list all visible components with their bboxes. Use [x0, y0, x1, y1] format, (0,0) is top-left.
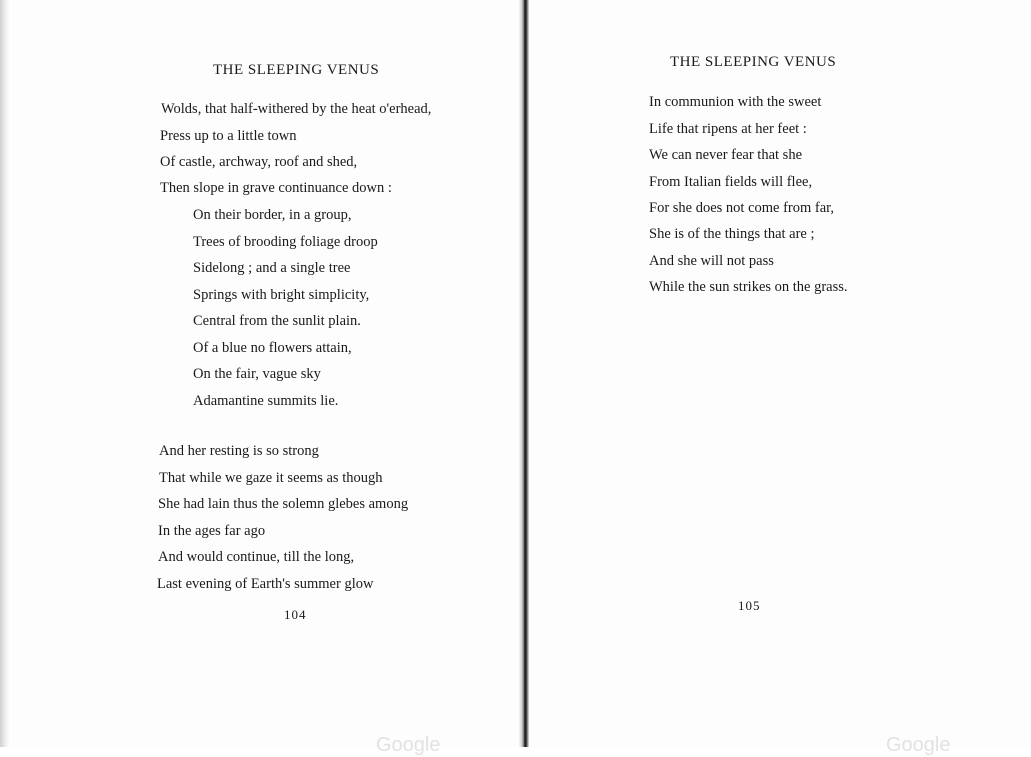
google-watermark: Google [376, 734, 441, 756]
left-running-head: THE SLEEPING VENUS [213, 62, 380, 78]
poem-line: On their border, in a group, [193, 207, 352, 223]
google-watermark: Google [886, 734, 951, 756]
poem-line: And her resting is so strong [159, 443, 319, 459]
page-number: 104 [284, 607, 307, 622]
poem-line: Of a blue no flowers attain, [193, 340, 352, 356]
poem-line: For she does not come from far, [649, 200, 835, 216]
poem-line: In the ages far ago [158, 523, 266, 539]
right-running-head: THE SLEEPING VENUS [670, 54, 837, 70]
poem-line: And she will not pass [649, 253, 774, 269]
book-gutter [519, 0, 529, 747]
poem-line: Sidelong ; and a single tree [193, 260, 351, 276]
page-number: 105 [738, 598, 761, 613]
poem-line: Of castle, archway, roof and shed, [160, 154, 358, 170]
poem-line: She had lain thus the solemn glebes among [158, 496, 409, 512]
poem-line: Last evening of Earth's summer glow [157, 576, 374, 592]
poem-line: Adamantine summits lie. [193, 393, 339, 409]
poem-line: Wolds, that half-withered by the heat o'erhead, [161, 101, 432, 117]
page-edge-shadow [0, 0, 10, 747]
poem-line: Springs with bright simplicity, [193, 287, 370, 303]
poem-line: She is of the things that are ; [649, 226, 815, 242]
poem-line: On the fair, vague sky [193, 366, 321, 382]
poem-line: We can never fear that she [649, 147, 803, 163]
poem-line: Trees of brooding foliage droop [193, 234, 378, 250]
poem-line: Central from the sunlit plain. [193, 313, 361, 329]
poem-line: Press up to a little town [160, 128, 297, 144]
poem-line: And would continue, till the long, [158, 549, 355, 565]
poem-line: Life that ripens at her feet : [649, 121, 807, 137]
poem-line: From Italian fields will flee, [649, 174, 813, 190]
poem-line: Then slope in grave continuance down : [160, 180, 392, 196]
poem-line: While the sun strikes on the grass. [649, 279, 848, 295]
right-page [529, 0, 1031, 756]
poem-line: That while we gaze it seems as though [159, 470, 383, 486]
poem-line: In communion with the sweet [649, 94, 822, 110]
